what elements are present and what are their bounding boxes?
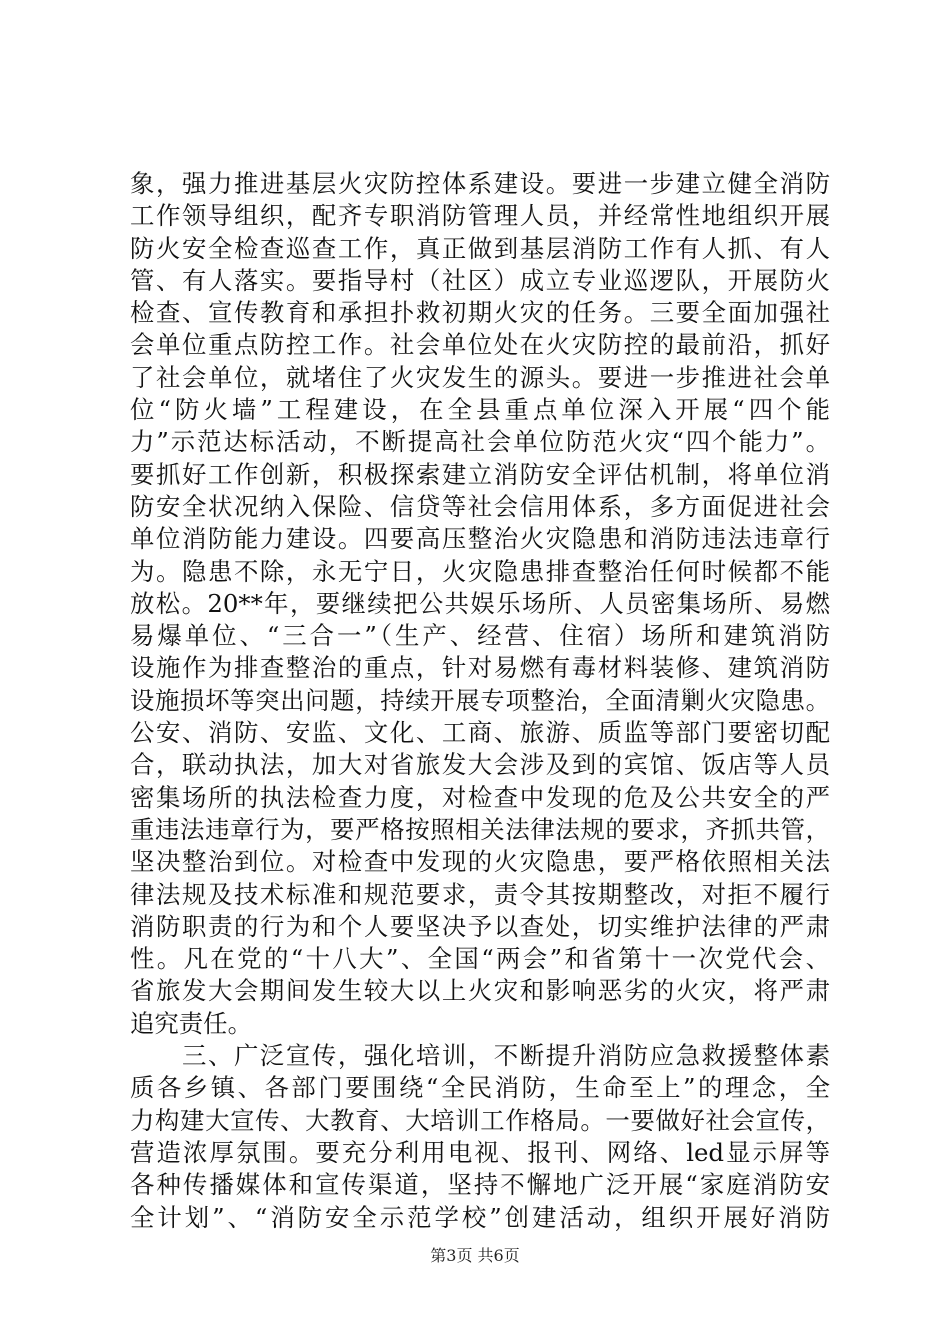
text-line: 三、广泛宣传，强化培训，不断提升消防应急救援整体素 <box>130 1041 830 1071</box>
document-body <box>130 168 830 1234</box>
text-line: 质各乡镇、各部门要围绕“全民消防，生命至上”的理念，全 <box>130 1073 830 1103</box>
text-line: 要抓好工作创新，积极探索建立消防安全评估机制，将单位消 <box>130 459 830 489</box>
text-line: 放松。20**年，要继续把公共娱乐场所、人员密集场所、易燃 <box>130 588 830 618</box>
text-line: 会单位重点防控工作。社会单位处在火灾防控的最前沿，抓好 <box>130 330 830 360</box>
text-line: 易爆单位、“三合一”（生产、经营、住宿）场所和建筑消防 <box>130 621 830 651</box>
text-line: 了社会单位，就堵住了火灾发生的源头。要进一步推进社会单 <box>130 362 830 392</box>
text-line: 防火安全检查巡查工作，真正做到基层消防工作有人抓、有人 <box>130 233 830 263</box>
text-line: 设施损坏等突出问题，持续开展专项整治，全面清剿火灾隐患。 <box>130 685 830 715</box>
text-line: 公安、消防、安监、文化、工商、旅游、质监等部门要密切配 <box>130 718 830 748</box>
text-line: 营造浓厚氛围。要充分利用电视、报刊、网络、led显示屏等 <box>130 1137 830 1167</box>
text-line: 坚决整治到位。对检查中发现的火灾隐患，要严格依照相关法 <box>130 847 830 877</box>
text-line: 律法规及技术标准和规范要求，责令其按期整改，对拒不履行 <box>130 879 830 909</box>
text-line: 追究责任。 <box>130 1008 252 1038</box>
text-line: 密集场所的执法检查力度，对检查中发现的危及公共安全的严 <box>130 782 830 812</box>
text-line: 全计划”、“消防安全示范学校”创建活动，组织开展好消防 <box>130 1202 830 1232</box>
text-line: 合，联动执法，加大对省旅发大会涉及到的宾馆、饭店等人员 <box>130 750 830 780</box>
text-line: 各种传播媒体和宣传渠道，坚持不懈地广泛开展“家庭消防安 <box>130 1170 830 1200</box>
text-line: 位“防火墙”工程建设，在全县重点单位深入开展“四个能 <box>130 395 830 425</box>
text-line: 象，强力推进基层火灾防控体系建设。要进一步建立健全消防 <box>130 169 830 198</box>
text-line: 工作领导组织，配齐专职消防管理人员，并经常性地组织开展 <box>130 201 830 231</box>
text-line: 设施作为排查整治的重点，针对易燃有毒材料装修、建筑消防 <box>130 653 830 683</box>
text-line: 省旅发大会期间发生较大以上火灾和影响恶劣的火灾，将严肃 <box>130 976 830 1006</box>
text-line: 防安全状况纳入保险、信贷等社会信用体系，多方面促进社会 <box>130 491 830 521</box>
page-footer <box>0 1246 950 1266</box>
text-line: 性。凡在党的“十八大”、全国“两会”和省第十一次党代会、 <box>130 944 830 974</box>
text-line: 力构建大宣传、大教育、大培训工作格局。一要做好社会宣传， <box>130 1105 830 1135</box>
text-line: 单位消防能力建设。四要高压整治火灾隐患和消防违法违章行 <box>130 524 830 554</box>
page-number-label: 第3页 共6页 <box>430 1246 520 1265</box>
text-line: 消防职责的行为和个人要坚决予以查处，切实维护法律的严肃 <box>130 911 830 941</box>
text-line: 检查、宣传教育和承担扑救初期火灾的任务。三要全面加强社 <box>130 298 830 328</box>
text-line: 为。隐患不除，永无宁日，火灾隐患排查整治任何时候都不能 <box>130 556 830 586</box>
text-line: 管、有人落实。要指导村（社区）成立专业巡逻队，开展防火 <box>130 265 830 295</box>
text-line: 重违法违章行为，要严格按照相关法律法规的要求，齐抓共管， <box>130 814 830 844</box>
text-line: 力”示范达标活动，不断提高社会单位防范火灾“四个能力”。 <box>130 427 830 457</box>
